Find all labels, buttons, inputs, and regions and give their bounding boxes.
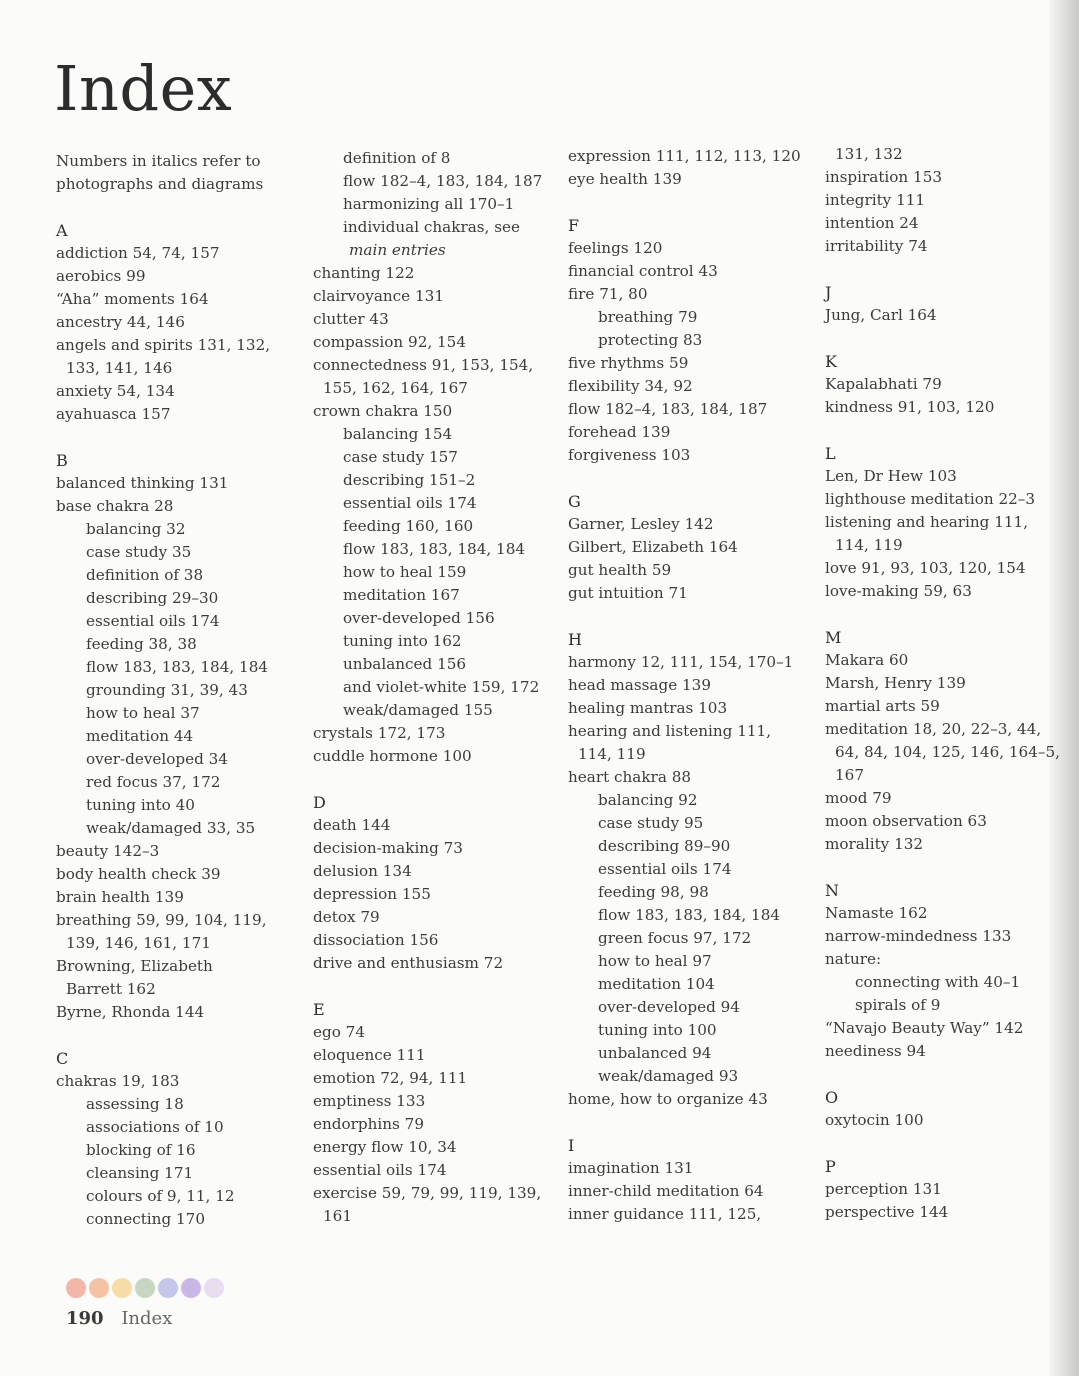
- index-subentry: connecting 170: [86, 1210, 205, 1228]
- index-subentry: balancing 154: [343, 425, 453, 443]
- index-entry: Byrne, Rhonda 144: [56, 1003, 205, 1021]
- index-entry: moon observation 63: [825, 812, 987, 830]
- footer-color-dots: [66, 1278, 224, 1298]
- index-entry: chakras 19, 183: [56, 1072, 180, 1090]
- index-subentry: feeding 98, 98: [598, 883, 709, 901]
- index-subentry: meditation 44: [86, 727, 194, 745]
- index-entry-continuation: 131, 132: [835, 145, 903, 163]
- index-entry: home, how to organize 43: [568, 1090, 768, 1108]
- section-letter: G: [568, 492, 581, 511]
- index-entry: decision-making 73: [313, 839, 463, 857]
- color-dot: [66, 1278, 86, 1298]
- section-spacer: [313, 768, 553, 791]
- index-subentry: assessing 18: [86, 1095, 184, 1113]
- index-subentry: red focus 37, 172: [86, 773, 221, 791]
- index-entry: depression 155: [313, 885, 431, 903]
- index-entry: body health check 39: [56, 865, 221, 883]
- index-entry-continuation: 114, 119: [578, 745, 646, 763]
- section-letter: N: [825, 881, 839, 900]
- index-entry: eye health 139: [568, 170, 682, 188]
- index-entry: oxytocin 100: [825, 1111, 924, 1129]
- index-entry: Gilbert, Elizabeth 164: [568, 538, 738, 556]
- index-subentry: and violet-white 159, 172: [343, 678, 540, 696]
- page-number: 190: [66, 1308, 104, 1329]
- index-subentry: balancing 32: [86, 520, 186, 538]
- index-subentry: over-developed 34: [86, 750, 228, 768]
- section-spacer: [825, 1132, 1065, 1155]
- index-entry: breathing 59, 99, 104, 119,: [56, 911, 267, 929]
- index-entry: nature:: [825, 950, 882, 968]
- index-entry: forehead 139: [568, 423, 671, 441]
- color-dot: [204, 1278, 224, 1298]
- index-entry-continuation: 114, 119: [835, 536, 903, 554]
- index-entry: essential oils 174: [313, 1161, 447, 1179]
- index-entry: perspective 144: [825, 1203, 949, 1221]
- index-entry-continuation: 161: [323, 1207, 352, 1225]
- index-subentry: colours of 9, 11, 12: [86, 1187, 235, 1205]
- index-entry: Browning, Elizabeth: [56, 957, 213, 975]
- index-entry: financial control 43: [568, 262, 718, 280]
- index-subentry: grounding 31, 39, 43: [86, 681, 248, 699]
- index-entry: clairvoyance 131: [313, 287, 444, 305]
- index-subentry: associations of 10: [86, 1118, 224, 1136]
- index-subentry: over-developed 156: [343, 609, 495, 627]
- section-letter: F: [568, 216, 580, 235]
- color-dot: [181, 1278, 201, 1298]
- section-spacer: [568, 467, 808, 490]
- index-entry: brain health 139: [56, 888, 184, 906]
- index-subentry: describing 89–90: [598, 837, 731, 855]
- section-letter: J: [825, 283, 832, 302]
- index-entry: eloquence 111: [313, 1046, 426, 1064]
- index-entry: imagination 131: [568, 1159, 694, 1177]
- index-column-3: [568, 145, 808, 1226]
- index-entry: healing mantras 103: [568, 699, 728, 717]
- index-entry: ancestry 44, 146: [56, 313, 185, 331]
- section-letter: K: [825, 352, 837, 371]
- index-column-4: [825, 143, 1065, 1224]
- index-entry-continuation: 167: [835, 766, 864, 784]
- index-entry: clutter 43: [313, 310, 389, 328]
- index-subentry: flow 182–4, 183, 184, 187: [343, 172, 543, 190]
- section-spacer: [313, 975, 553, 998]
- index-entry: expression 111, 112, 113, 120: [568, 147, 801, 165]
- index-subentry: protecting 83: [598, 331, 703, 349]
- index-entry-continuation: 64, 84, 104, 125, 146, 164–5,: [835, 743, 1060, 761]
- index-entry: endorphins 79: [313, 1115, 424, 1133]
- index-subentry: essential oils 174: [598, 860, 732, 878]
- index-subentry: flow 183, 183, 184, 184: [343, 540, 526, 558]
- index-subentry: case study 157: [343, 448, 458, 466]
- index-entry: Namaste 162: [825, 904, 928, 922]
- section-letter: L: [825, 444, 836, 463]
- index-entry: feelings 120: [568, 239, 663, 257]
- index-subentry: weak/damaged 33, 35: [86, 819, 256, 837]
- index-entry: perception 131: [825, 1180, 942, 1198]
- index-entry: intention 24: [825, 214, 919, 232]
- index-subentry: feeding 160, 160: [343, 517, 474, 535]
- section-spacer: [825, 419, 1065, 442]
- index-subentry: breathing 79: [598, 308, 698, 326]
- section-letter: I: [568, 1136, 575, 1155]
- index-entry-continuation: 155, 162, 164, 167: [323, 379, 468, 397]
- section-letter: O: [825, 1088, 839, 1107]
- page-title: Index: [54, 52, 233, 125]
- index-entry: chanting 122: [313, 264, 415, 282]
- index-entry: inspiration 153: [825, 168, 943, 186]
- index-entry: gut health 59: [568, 561, 672, 579]
- index-subentry: definition of 38: [86, 566, 204, 584]
- index-subentry: feeding 38, 38: [86, 635, 197, 653]
- index-entry: integrity 111: [825, 191, 926, 209]
- section-spacer: [825, 258, 1065, 281]
- index-subentry: case study 95: [598, 814, 704, 832]
- index-entry: detox 79: [313, 908, 380, 926]
- index-entry-continuation: Barrett 162: [66, 980, 156, 998]
- index-subentry: tuning into 40: [86, 796, 195, 814]
- index-subentry: spirals of 9: [855, 996, 941, 1014]
- index-entry: death 144: [313, 816, 391, 834]
- section-spacer: [56, 1024, 296, 1047]
- index-entry: ayahuasca 157: [56, 405, 171, 423]
- index-entry: energy flow 10, 34: [313, 1138, 457, 1156]
- section-letter: A: [56, 221, 68, 240]
- index-entry: “Navajo Beauty Way” 142: [825, 1019, 1024, 1037]
- index-entry: flexibility 34, 92: [568, 377, 693, 395]
- section-spacer: [56, 426, 296, 449]
- index-subentry: weak/damaged 93: [598, 1067, 739, 1085]
- index-entry: love 91, 93, 103, 120, 154: [825, 559, 1026, 577]
- index-entry: dissociation 156: [313, 931, 439, 949]
- index-subentry: how to heal 97: [598, 952, 712, 970]
- index-entry: heart chakra 88: [568, 768, 692, 786]
- index-entry: listening and hearing 111,: [825, 513, 1029, 531]
- index-entry: angels and spirits 131, 132,: [56, 336, 271, 354]
- index-entry: Jung, Carl 164: [825, 306, 937, 324]
- index-entry: emotion 72, 94, 111: [313, 1069, 468, 1087]
- section-spacer: [825, 856, 1065, 879]
- index-subentry: case study 35: [86, 543, 192, 561]
- index-subentry: weak/damaged 155: [343, 701, 493, 719]
- color-dot: [89, 1278, 109, 1298]
- section-letter: H: [568, 630, 582, 649]
- index-subentry: blocking of 16: [86, 1141, 196, 1159]
- index-entry: neediness 94: [825, 1042, 926, 1060]
- index-subentry: main entries: [349, 241, 446, 259]
- index-entry-continuation: 139, 146, 161, 171: [66, 934, 211, 952]
- index-entry: delusion 134: [313, 862, 412, 880]
- index-subentry: harmonizing all 170–1: [343, 195, 515, 213]
- index-entry: love-making 59, 63: [825, 582, 972, 600]
- index-subentry: individual chakras, see: [343, 218, 520, 236]
- index-subentry: flow 183, 183, 184, 184: [86, 658, 269, 676]
- index-entry: connectedness 91, 153, 154,: [313, 356, 534, 374]
- index-subentry: unbalanced 156: [343, 655, 467, 673]
- index-subentry: describing 151–2: [343, 471, 476, 489]
- index-entry: gut intuition 71: [568, 584, 688, 602]
- index-subentry: unbalanced 94: [598, 1044, 712, 1062]
- index-entry: balanced thinking 131: [56, 474, 229, 492]
- index-subentry: essential oils 174: [343, 494, 477, 512]
- index-subentry: green focus 97, 172: [598, 929, 752, 947]
- section-letter: M: [825, 628, 842, 647]
- section-spacer: [568, 605, 808, 628]
- index-entry: five rhythms 59: [568, 354, 689, 372]
- index-subentry: describing 29–30: [86, 589, 219, 607]
- index-subentry: tuning into 100: [598, 1021, 717, 1039]
- index-entry: beauty 142–3: [56, 842, 160, 860]
- color-dot: [158, 1278, 178, 1298]
- index-entry: Kapalabhati 79: [825, 375, 942, 393]
- index-subentry: essential oils 174: [86, 612, 220, 630]
- index-subentry: over-developed 94: [598, 998, 740, 1016]
- color-dot: [112, 1278, 132, 1298]
- index-entry: Garner, Lesley 142: [568, 515, 714, 533]
- index-entry: compassion 92, 154: [313, 333, 466, 351]
- index-entry: flow 182–4, 183, 184, 187: [568, 400, 768, 418]
- index-entry: aerobics 99: [56, 267, 146, 285]
- section-spacer: [825, 1063, 1065, 1086]
- index-subentry: how to heal 37: [86, 704, 200, 722]
- index-entry: cuddle hormone 100: [313, 747, 472, 765]
- section-letter: E: [313, 1000, 325, 1019]
- index-entry: mood 79: [825, 789, 892, 807]
- index-entry: fire 71, 80: [568, 285, 648, 303]
- section-letter: P: [825, 1157, 836, 1176]
- index-entry-continuation: 133, 141, 146: [66, 359, 173, 377]
- index-entry: anxiety 54, 134: [56, 382, 175, 400]
- index-note: photographs and diagrams: [56, 175, 264, 193]
- index-entry: Makara 60: [825, 651, 909, 669]
- section-letter: B: [56, 451, 68, 470]
- index-entry: crown chakra 150: [313, 402, 453, 420]
- index-entry: exercise 59, 79, 99, 119, 139,: [313, 1184, 542, 1202]
- index-entry: narrow-mindedness 133: [825, 927, 1012, 945]
- index-entry: “Aha” moments 164: [56, 290, 209, 308]
- index-column-1: [56, 150, 296, 1231]
- index-entry: base chakra 28: [56, 497, 174, 515]
- index-entry: meditation 18, 20, 22–3, 44,: [825, 720, 1042, 738]
- index-entry: addiction 54, 74, 157: [56, 244, 220, 262]
- index-subentry: connecting with 40–1: [855, 973, 1021, 991]
- index-note: Numbers in italics refer to: [56, 152, 261, 170]
- index-entry: irritability 74: [825, 237, 928, 255]
- index-entry: kindness 91, 103, 120: [825, 398, 995, 416]
- index-entry: morality 132: [825, 835, 924, 853]
- index-entry: emptiness 133: [313, 1092, 426, 1110]
- index-entry: crystals 172, 173: [313, 724, 446, 742]
- color-dot: [135, 1278, 155, 1298]
- index-entry: inner guidance 111, 125,: [568, 1205, 762, 1223]
- index-entry: inner-child meditation 64: [568, 1182, 764, 1200]
- section-spacer: [568, 1111, 808, 1134]
- index-entry: lighthouse meditation 22–3: [825, 490, 1036, 508]
- index-entry: Marsh, Henry 139: [825, 674, 966, 692]
- index-subentry: definition of 8: [343, 149, 451, 167]
- index-subentry: how to heal 159: [343, 563, 467, 581]
- section-spacer: [825, 327, 1065, 350]
- section-spacer: [568, 191, 808, 214]
- page-folio: [66, 1308, 172, 1329]
- section-spacer: [56, 196, 296, 219]
- index-column-2: [313, 147, 553, 1228]
- index-entry: martial arts 59: [825, 697, 940, 715]
- index-subentry: meditation 167: [343, 586, 460, 604]
- index-subentry: balancing 92: [598, 791, 698, 809]
- section-letter: D: [313, 793, 326, 812]
- index-entry: harmony 12, 111, 154, 170–1: [568, 653, 794, 671]
- index-entry: hearing and listening 111,: [568, 722, 772, 740]
- index-entry: head massage 139: [568, 676, 711, 694]
- section-letter: C: [56, 1049, 69, 1068]
- index-entry: drive and enthusiasm 72: [313, 954, 504, 972]
- section-spacer: [825, 603, 1065, 626]
- index-subentry: cleansing 171: [86, 1164, 194, 1182]
- index-subentry: meditation 104: [598, 975, 715, 993]
- index-entry: forgiveness 103: [568, 446, 691, 464]
- index-subentry: tuning into 162: [343, 632, 462, 650]
- index-entry: ego 74: [313, 1023, 366, 1041]
- index-subentry: flow 183, 183, 184, 184: [598, 906, 781, 924]
- running-head: Index: [121, 1308, 173, 1329]
- index-entry: Len, Dr Hew 103: [825, 467, 957, 485]
